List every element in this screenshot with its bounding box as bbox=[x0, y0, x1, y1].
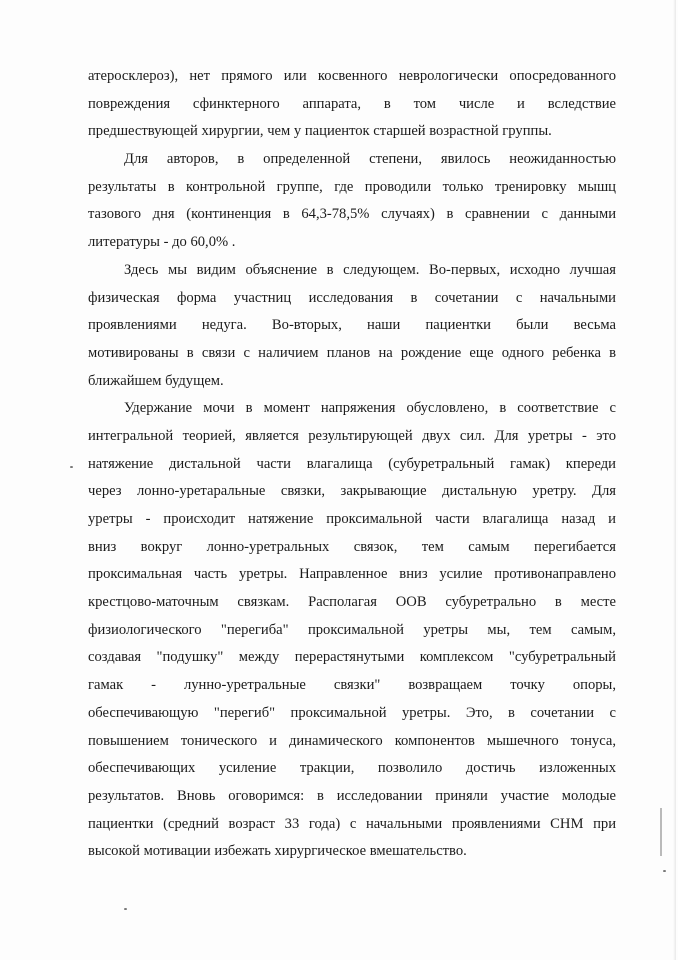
text-line: вниз вокруг лонно-уретральных связок, тем самым перегибается bbox=[88, 538, 616, 555]
scan-speck bbox=[70, 466, 73, 468]
scan-edge-mark bbox=[660, 808, 662, 856]
text-line: уретры - происходит натяжение проксимальной части влагалища назад и bbox=[88, 511, 616, 527]
text-line: атеросклероз), нет прямого или косвенного неврологически опосредованного bbox=[88, 68, 616, 84]
scan-speck bbox=[124, 908, 127, 910]
text-line: тазового дня (континенция в 64,3-78,5% случаях) в сравнении с данными bbox=[88, 206, 616, 223]
text-line: результаты в контрольной группе, где проводили только тренировку мышц bbox=[88, 178, 616, 195]
text-line: через лонно-уретаральные связки, закрывающие дистальную уретру. Для bbox=[88, 483, 616, 500]
text-line: мотивированы в связи с наличием планов на рождение еще одного ребенка в bbox=[88, 344, 616, 361]
document-body bbox=[88, 63, 616, 866]
text-line: Для авторов, в определенной степени, явилось неожиданностью bbox=[124, 151, 616, 168]
page-edge-shadow bbox=[673, 0, 676, 960]
text-line: гамак - лунно-уретральные связки" возвращаем точку опоры, bbox=[88, 677, 616, 694]
text-line: крестцово-маточным связкам. Располагая ООВ субуретрально в месте bbox=[88, 594, 616, 611]
text-line: создавая "подушку" между перерастянутыми комплексом "субуретральный bbox=[88, 649, 616, 666]
text-line: Удержание мочи в момент напряжения обусловлено, в соответствие с bbox=[124, 400, 616, 417]
text-line: проявлениями недуга. Во-вторых, наши пациентки были весьма bbox=[88, 317, 616, 334]
text-line: обеспечивающих усиление тракции, позволило достичь изложенных bbox=[88, 760, 616, 777]
text-line: пациентки (средний возраст 33 года) с начальными проявлениями СНМ при bbox=[88, 815, 616, 832]
scan-speck bbox=[663, 870, 666, 872]
text-line: физическая форма участниц исследования в сочетании с начальными bbox=[88, 289, 616, 306]
text-line: результатов. Вновь оговоримся: в исследовании приняли участие молодые bbox=[88, 787, 616, 804]
text-line: повреждения сфинктерного аппарата, в том числе и вследствие bbox=[88, 95, 616, 112]
text-line: предшествующей хирургии, чем у пациенток старшей возрастной группы. bbox=[88, 123, 552, 140]
text-line: Здесь мы видим объяснение в следующем. Во-первых, исходно лучшая bbox=[124, 261, 616, 278]
text-line: физиологического "перегиба" проксимальной уретры мы, тем самым, bbox=[88, 621, 616, 638]
text-line: натяжение дистальной части влагалища (субуретральный гамак) кпереди bbox=[88, 455, 616, 472]
text-line: проксимальная часть уретры. Направленное вниз усилие противонаправлено bbox=[88, 566, 616, 583]
text-line: интегральной теорией, является результирующей двух сил. Для уретры - это bbox=[88, 427, 616, 444]
text-line: высокой мотивации избежать хирургическое вмешательство. bbox=[88, 843, 467, 860]
text-line: ближайшем будущем. bbox=[88, 372, 224, 389]
text-line: обеспечивающую "перегиб" проксимальной уретры. Это, в сочетании с bbox=[88, 704, 616, 721]
text-line: повышением тонического и динамического компонентов мышечного тонуса, bbox=[88, 732, 616, 749]
text-line: литературы - до 60,0% . bbox=[88, 234, 236, 251]
